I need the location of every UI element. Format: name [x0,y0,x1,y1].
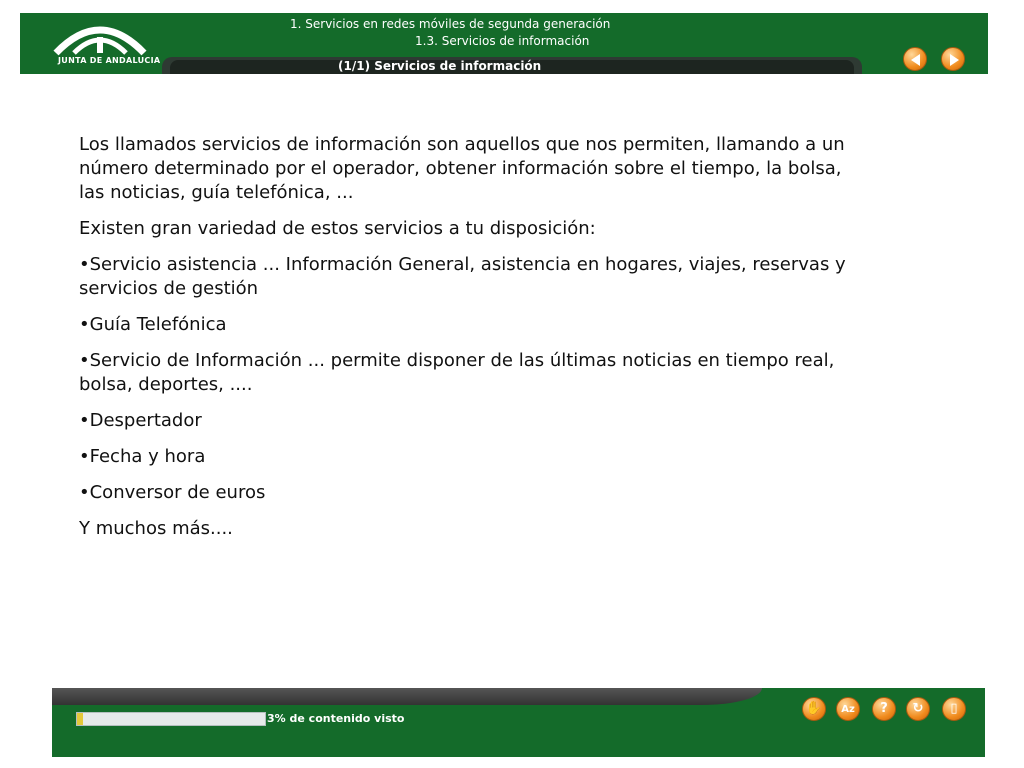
progress-fill [77,713,83,725]
arrow-left-icon [909,53,923,67]
next-page-button[interactable] [941,47,965,71]
logo-text: JUNTA DE ANDALUCIA [58,56,161,65]
help-icon: ? [880,701,888,716]
arrow-right-icon [947,53,961,67]
section-title: 1.3. Servicios de información [415,34,590,48]
closing-paragraph: Y muchos más.... [79,518,233,539]
junta-andalucia-logo [20,13,162,74]
refresh-button[interactable] [906,697,930,721]
footer-band [52,688,762,705]
exit-door-icon: ▯ [950,701,958,716]
list-item: •Guía Telefónica [79,314,227,335]
glossary-az-icon: Az [841,704,855,715]
hand-icon: ✋ [805,701,823,716]
progress-label: 3% de contenido visto [267,712,405,725]
list-item: •Servicio asistencia ... Información General, asistencia en hogares, viajes, reservas y servicios de gestión [79,254,846,299]
list-item: •Despertador [79,410,202,431]
hand-icon-button[interactable] [802,697,826,721]
header-bar [20,13,988,74]
intro-paragraph-2: Existen gran variedad de estos servicios a tu disposición: [79,218,596,239]
glossary-button[interactable] [836,697,860,721]
course-title: 1. Servicios en redes móviles de segunda generación [290,17,611,31]
previous-page-button[interactable] [903,47,927,71]
help-button[interactable] [872,697,896,721]
refresh-icon: ↻ [912,701,924,716]
intro-paragraph: Los llamados servicios de información son aquellos que nos permiten, llamando a un número determinado por el operador, obtener información sobre el tiempo, la bolsa, las noticias, guía telefónica, ... [79,134,845,203]
list-item: •Fecha y hora [79,446,206,467]
list-item: •Servicio de Información ... permite disponer de las últimas noticias en tiempo real, bolsa, deportes, .... [79,350,835,395]
list-item: •Conversor de euros [79,482,266,503]
footer-bar [52,688,985,757]
exit-button[interactable] [942,697,966,721]
page-tab-label: (1/1) Servicios de información [338,59,542,73]
progress-bar [76,712,266,726]
main-content [79,133,849,553]
